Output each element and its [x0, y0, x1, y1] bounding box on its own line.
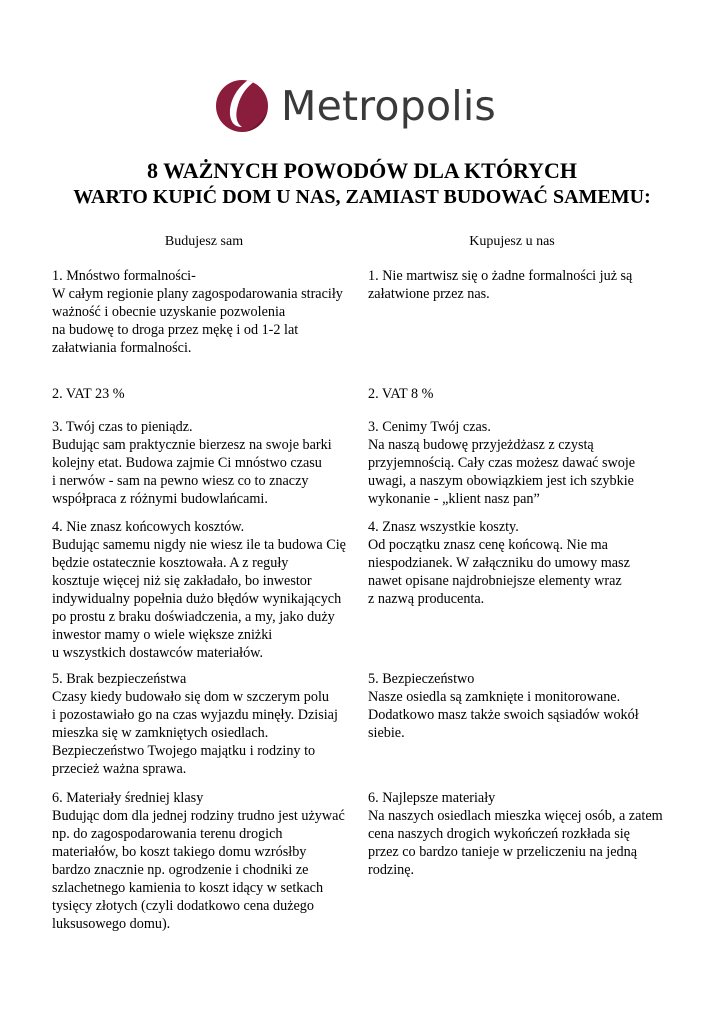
page-title-line-1: 8 WAŻNYCH POWODÓW DLA KTÓRYCH — [147, 158, 577, 183]
reason-6-buy-from-us: 6. Najlepsze materiały Na naszych osiedlach mieszka więcej osób, a zatem cena naszych drogich wykończeń rozkłada się przez co bardzo tanieje w przeliczeniu na jedną rodzinę. — [368, 790, 663, 878]
reason-1-build-yourself: 1. Mnóstwo formalności- W całym regionie plany zagospodarowania straciły ważność i obecnie uzyskanie pozwolenia na budowę to droga przez mękę i od 1-2 lat załatwiania formalności. — [52, 268, 343, 356]
metropolis-logo — [215, 78, 515, 134]
reason-3-buy-from-us: 3. Cenimy Twój czas. Na naszą budowę przyjeżdżasz z czystą przyjemnością. Cały czas możesz dawać swoje uwagi, a naszym obowiązkiem jest ich szybkie wykonanie - „klient nasz pan” — [368, 419, 636, 507]
reason-4-build-yourself: 4. Nie znasz końcowych kosztów. Budując samemu nigdy nie wiesz ile ta budowa Cię będzie ostatecznie kosztowała. A z reguły kosztuje więcej niż się zakładało, bo inwestor indywidualny popełnia dużo błędów wynikających po prostu z braku doświadczenia, a my, jako duży inwestor mamy o wiele większe zniżki u wszystkich dostawców materiałów. — [52, 519, 346, 661]
column-header-buy-from-us: Kupujesz u nas — [469, 234, 555, 249]
page-title-line-2: WARTO KUPIĆ DOM U NAS, ZAMIAST BUDOWAĆ SAMEMU: — [73, 186, 651, 208]
reason-2-buy-from-us: 2. VAT 8 % — [368, 386, 434, 402]
reason-5-build-yourself: 5. Brak bezpieczeństwa Czasy kiedy budowało się dom w szczerym polu i pozostawiało go na czas wyjazdu minęły. Dzisiaj mieszka się w zamkniętych osiedlach. Bezpieczeństwo Twojego majątku i rodziny to przecież ważna sprawa. — [52, 671, 338, 777]
reason-3-build-yourself: 3. Twój czas to pieniądz. Budując sam praktycznie bierzesz na swoje barki kolejny etat. Budowa zajmie Ci mnóstwo czasu i nerwów - sam na pewno wiesz co to znaczy współpraca z różnymi budowlańcami. — [52, 419, 332, 507]
column-header-build-yourself: Budujesz sam — [164, 234, 244, 249]
reason-6-build-yourself: 6. Materiały średniej klasy Budując dom dla jednej rodziny trudno jest używać np. do zagospodarowania terenu drogich materiałów, bo koszt takiego domu wzrósłby bardzo znacznie np. ogrodzenie i chodniki ze szlachetnego kamienia to koszt idący w setkach tysięcy złotych (czyli dodatkowo cena dużego luksusowego domu). — [52, 790, 345, 932]
metropolis-logo-icon — [215, 79, 269, 133]
logo-wordmark: Metropolis — [281, 82, 496, 130]
reason-5-buy-from-us: 5. Bezpieczeństwo Nasze osiedla są zamknięte i monitorowane. Dodatkowo masz także swoich sąsiadów wokół siebie. — [368, 671, 639, 741]
reason-4-buy-from-us: 4. Znasz wszystkie koszty. Od początku znasz cenę końcową. Nie ma niespodzianek. W załączniku do umowy masz nawet opisane najdrobniejsze elementy wraz z nazwą producenta. — [368, 519, 630, 607]
reason-2-build-yourself: 2. VAT 23 % — [52, 386, 125, 402]
reason-1-buy-from-us: 1. Nie martwisz się o żadne formalności już są załatwione przez nas. — [368, 268, 633, 302]
